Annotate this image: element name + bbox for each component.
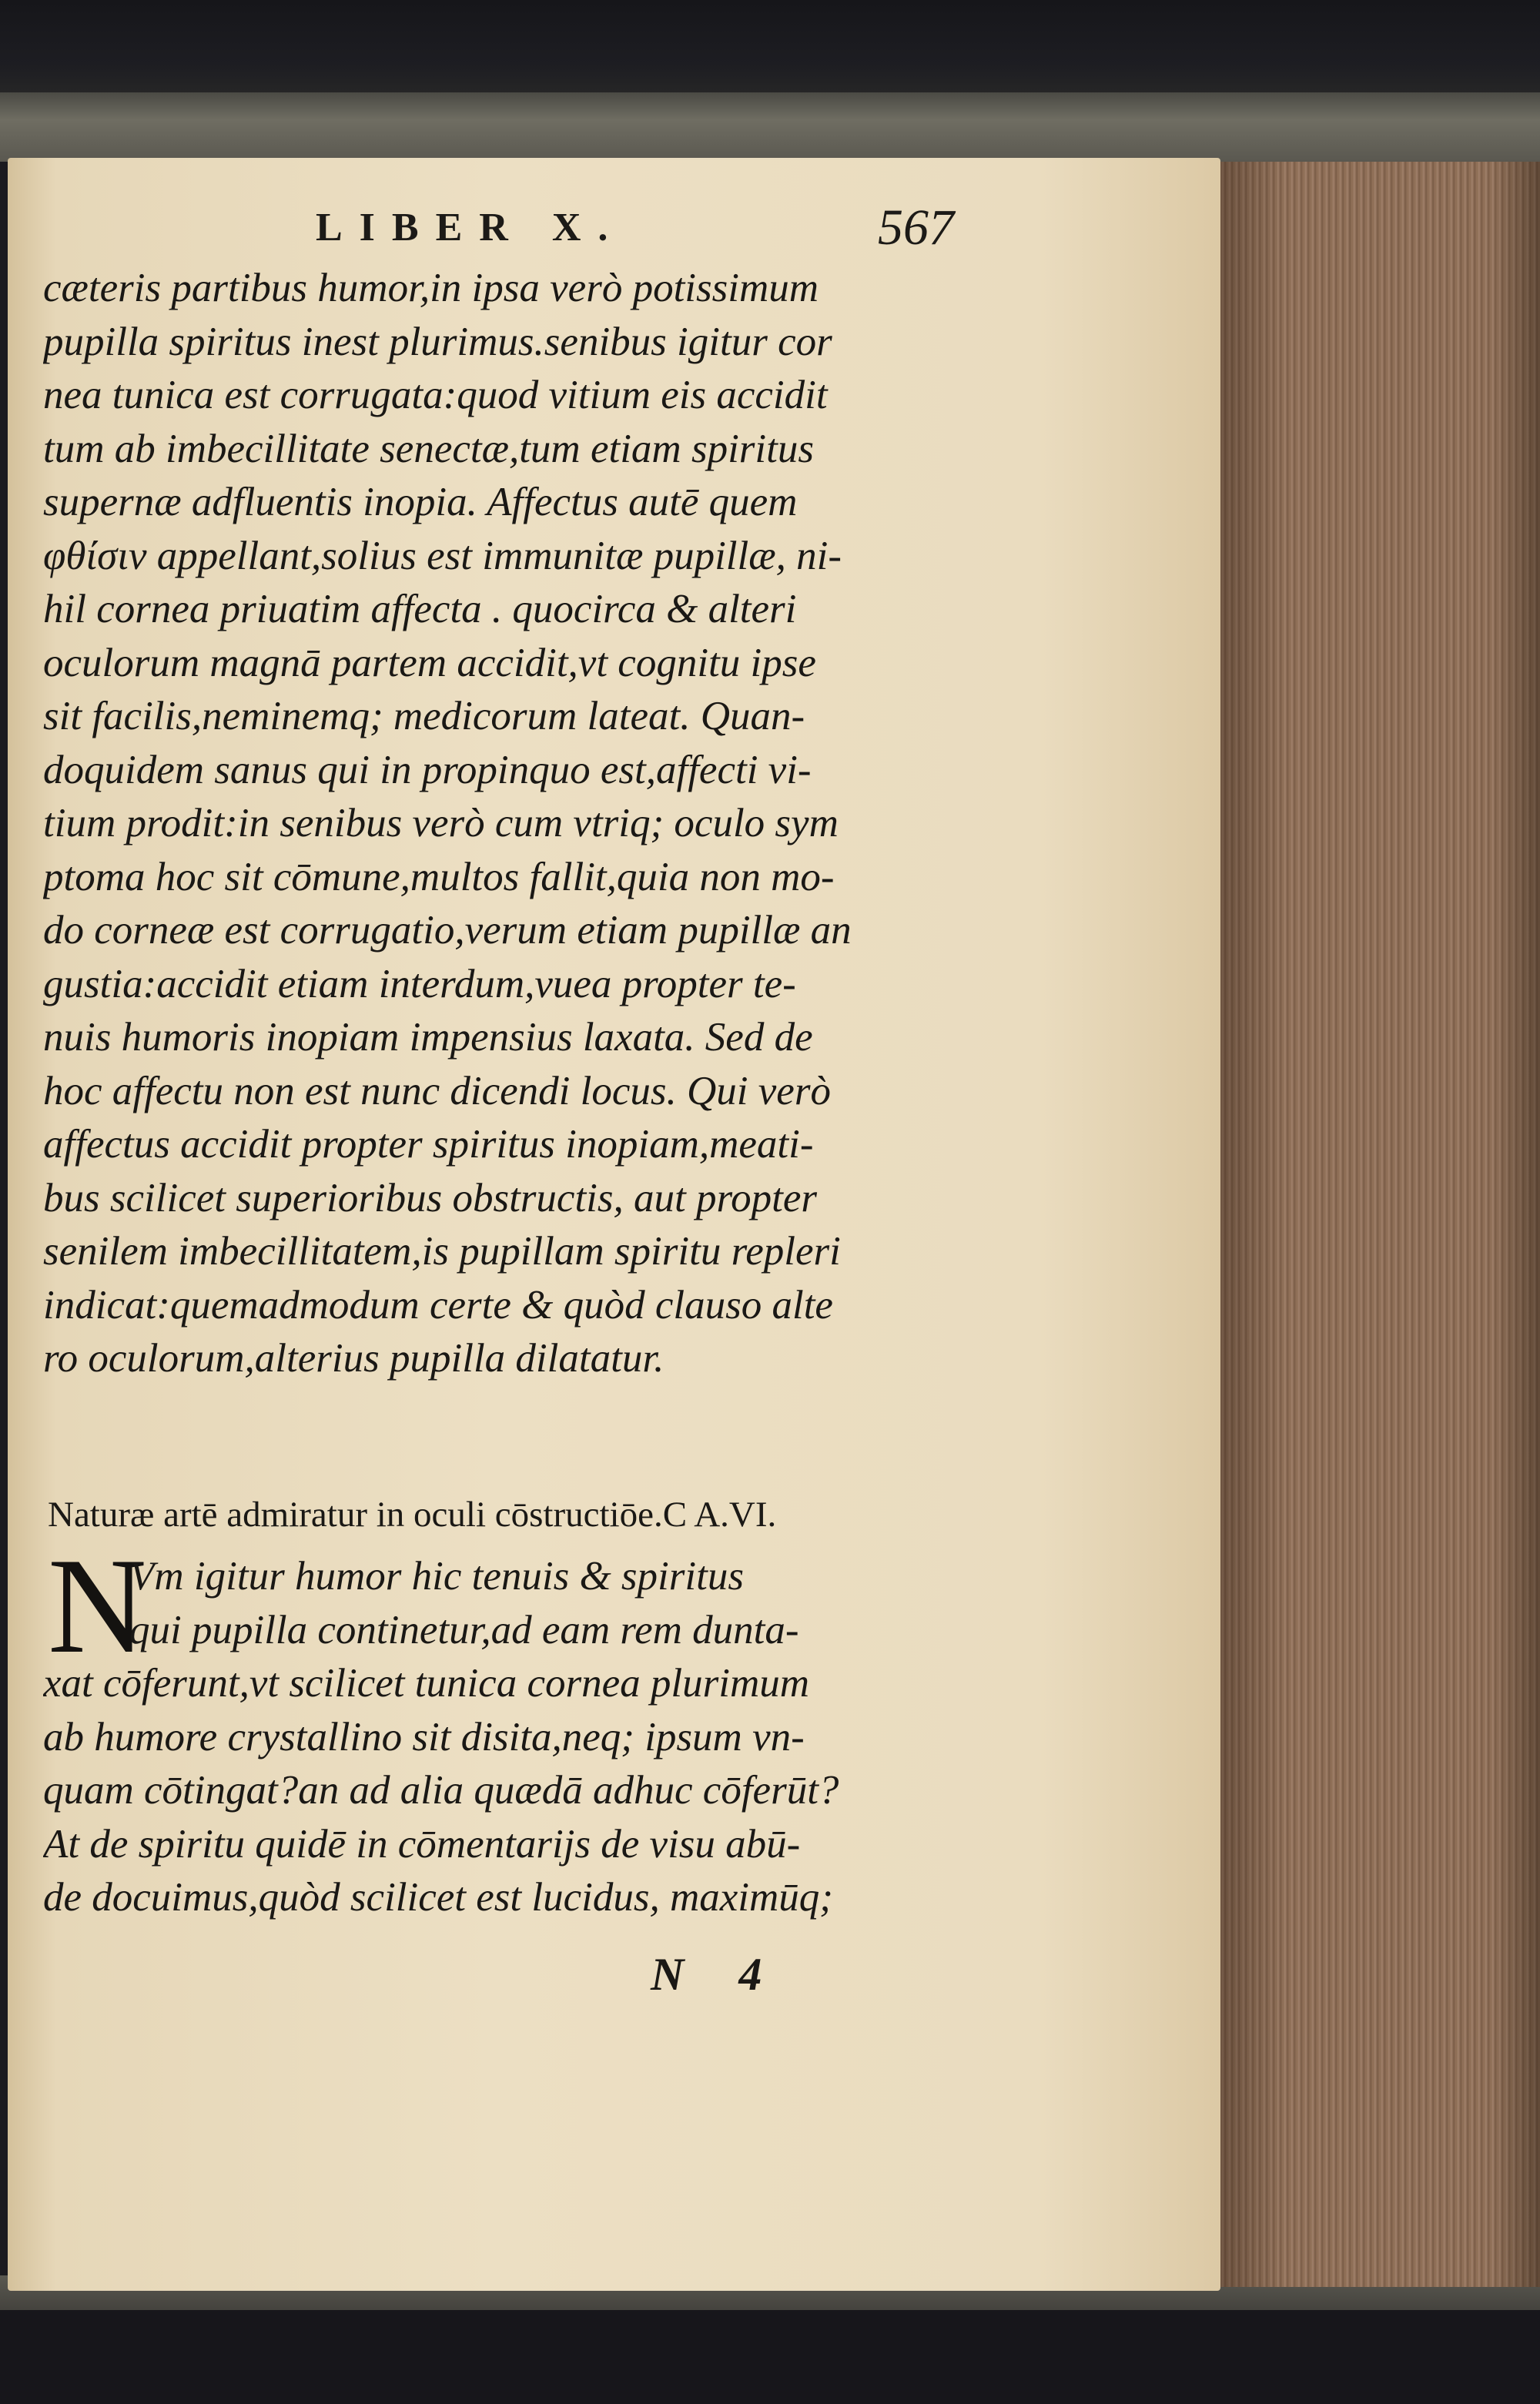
- text-line: indicat:quemadmodum certe & quòd clauso alte: [43, 1282, 833, 1328]
- text-line: Vm igitur humor hic tenuis & spiritus: [129, 1554, 744, 1599]
- text-line: sit facilis,neminemq; medicorum lateat. Quan-: [43, 694, 805, 738]
- book-cover-top-edge: [0, 92, 1540, 162]
- text-line: xat cōferunt,vt scilicet tunica cornea plurimum: [43, 1661, 809, 1706]
- signature-mark: N 4: [651, 1949, 784, 2000]
- text-line: gustia:accidit etiam interdum,vuea propter te-: [43, 961, 796, 1006]
- text-line: φθίσιν appellant,solius est immunitæ pupillæ, ni-: [43, 533, 842, 578]
- text-line: tium prodit:in senibus verò cum vtriq; oculo sym: [43, 801, 839, 845]
- background-bottom: [0, 2310, 1540, 2404]
- background-top: [0, 0, 1540, 108]
- chapter-heading: Naturæ artē admiratur in oculi cōstructiōe.C A.VI.: [48, 1495, 777, 1535]
- text-line: affectus accidit propter spiritus inopiam,meati-: [43, 1122, 814, 1167]
- text-line: senilem imbecillitatem,is pupillam spiritu repleri: [43, 1229, 841, 1274]
- text-block-2: [43, 1550, 967, 1925]
- text-line: qui pupilla continetur,ad eam rem dunta-: [129, 1607, 799, 1652]
- text-line: quam cōtingat?an ad alia quædā adhuc cōferūt?: [43, 1768, 839, 1813]
- text-line: doquidem sanus qui in propinquo est,affecti vi-: [43, 747, 812, 792]
- book-page-edges: [1220, 162, 1540, 2287]
- text-line: do corneæ est corrugatio,verum etiam pupillæ an: [43, 908, 852, 953]
- drop-initial: N: [48, 1529, 147, 1682]
- text-line: nuis humoris inopiam impensius laxata. Sed de: [43, 1015, 813, 1060]
- text-line: hil cornea priuatim affecta . quocirca & alteri: [43, 587, 797, 631]
- running-title: LIBER X.: [316, 206, 625, 249]
- text-line: oculorum magnā partem accidit,vt cognitu ipse: [43, 640, 816, 685]
- text-line: de docuimus,quòd scilicet est lucidus, maximūq;: [43, 1875, 833, 1920]
- page-number: 567: [878, 199, 954, 256]
- text-block-1: [43, 262, 967, 1386]
- text-line: nea tunica est corrugata:quod vitium eis accidit: [43, 373, 828, 417]
- text-line: ptoma hoc sit cōmune,multos fallit,quia non mo-: [43, 854, 835, 899]
- text-line: ro oculorum,alterius pupilla dilatatur.: [43, 1336, 665, 1381]
- text-line: bus scilicet superioribus obstructis, aut propter: [43, 1175, 818, 1220]
- page-header: [0, 199, 1217, 260]
- text-line: tum ab imbecillitate senectæ,tum etiam spiritus: [43, 426, 814, 471]
- text-line: hoc affectu non est nunc dicendi locus. Qui verò: [43, 1068, 831, 1113]
- text-line: ab humore crystallino sit disita,neq; ipsum vn-: [43, 1714, 805, 1759]
- text-line: pupilla spiritus inest plurimus.senibus igitur cor: [43, 319, 832, 364]
- text-line: At de spiritu quidē in cōmentarijs de visu abū-: [43, 1821, 801, 1867]
- text-line: cæteris partibus humor,in ipsa verò potissimum: [43, 266, 819, 310]
- text-line: supernæ adfluentis inopia. Affectus autē quem: [43, 480, 798, 524]
